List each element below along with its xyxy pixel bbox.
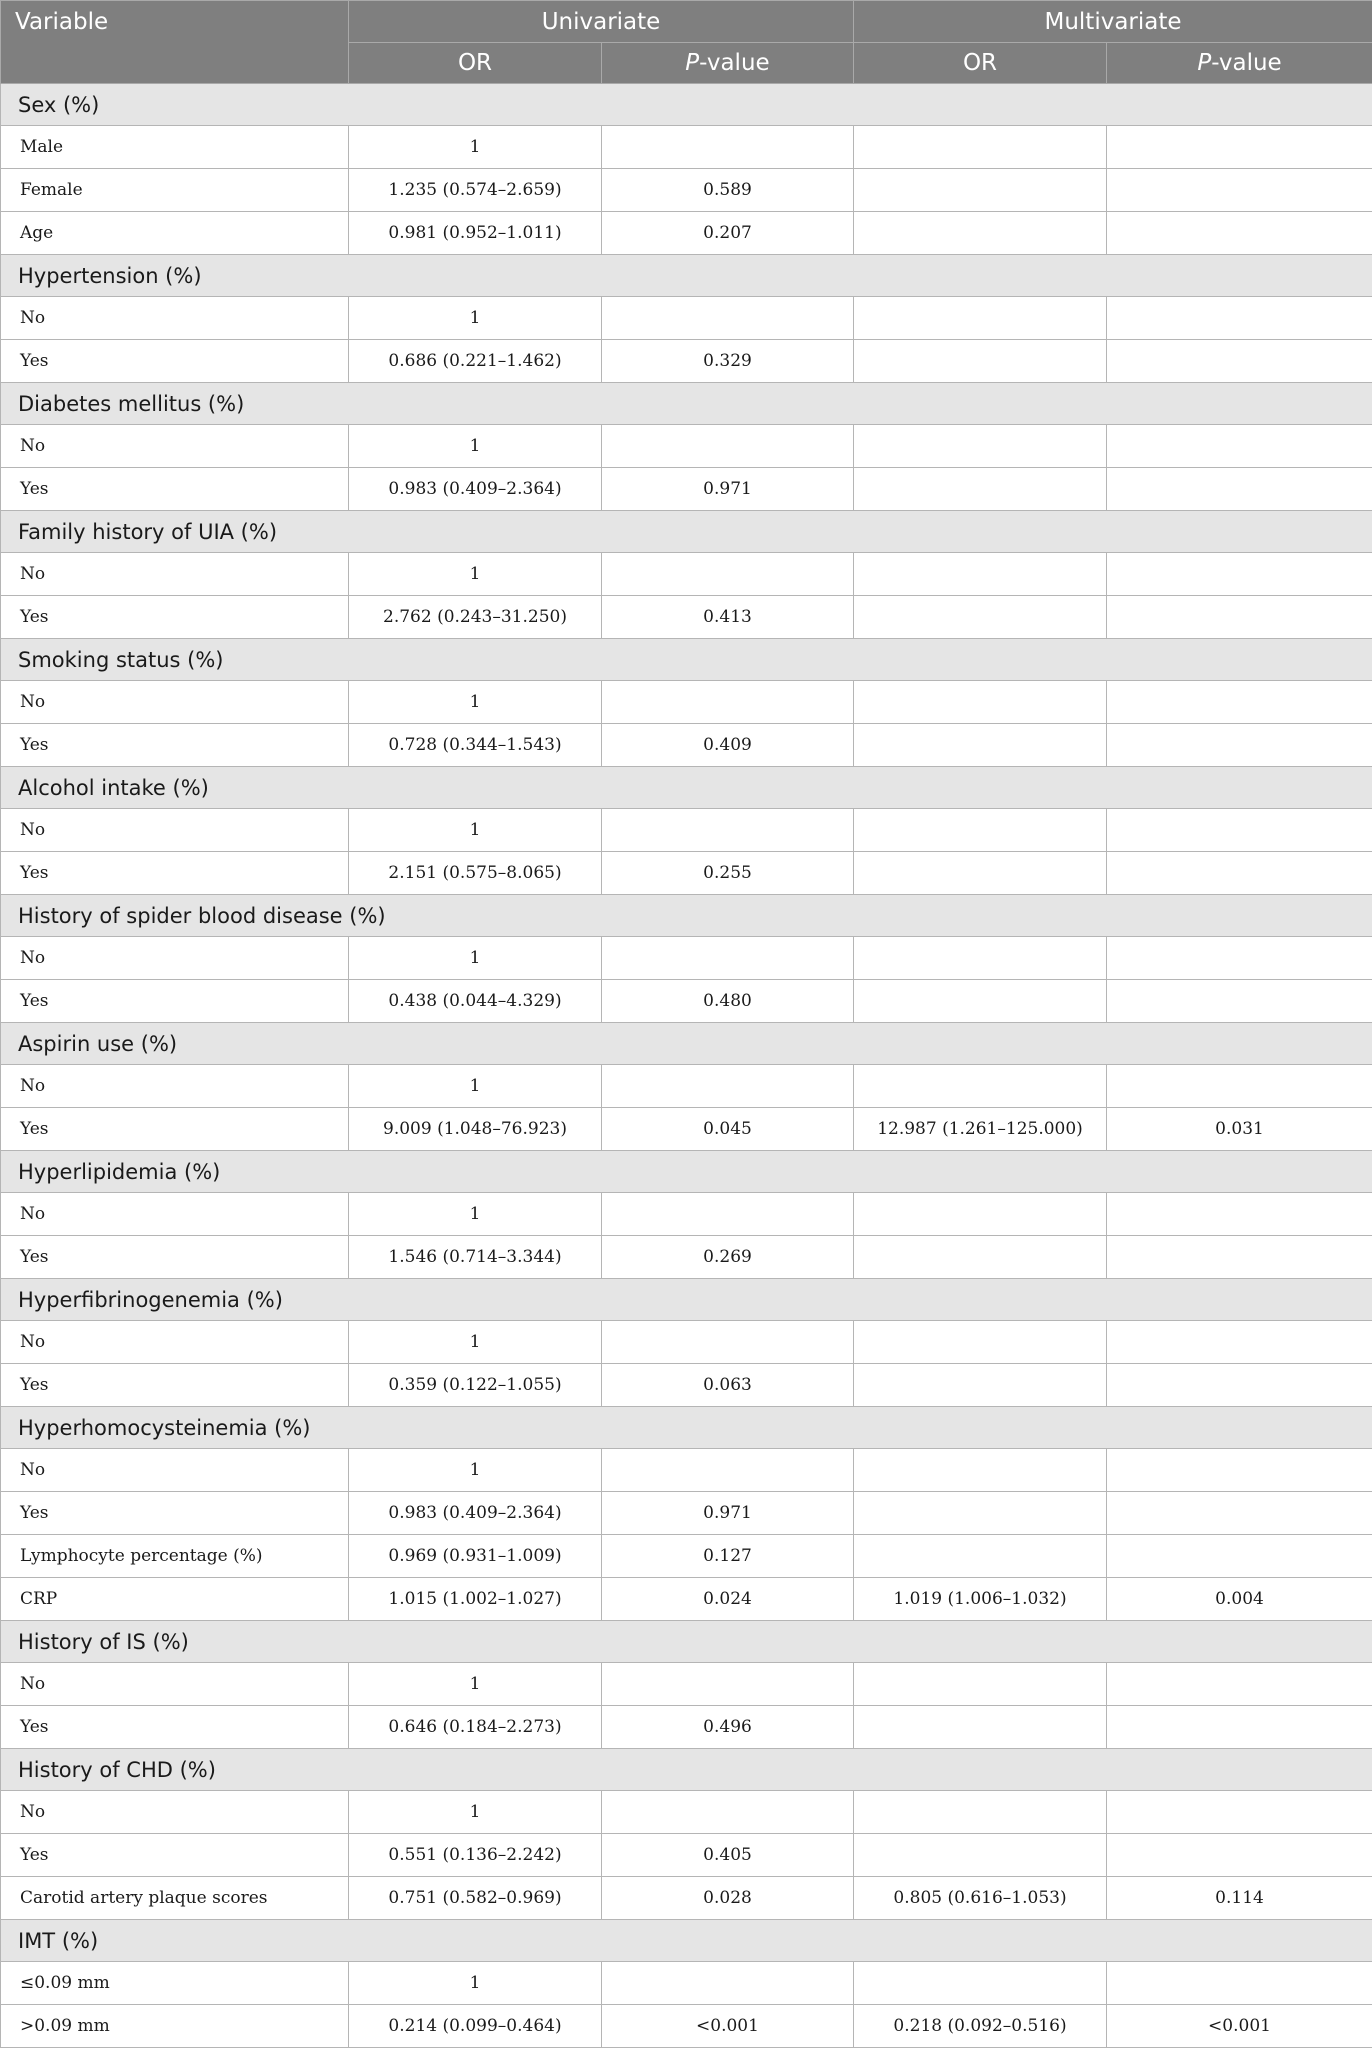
multivariate-pvalue-cell (1107, 596, 1372, 639)
variable-cell: No (1, 809, 349, 852)
section-header-row (1, 1749, 1372, 1791)
table-row (1, 425, 1372, 468)
section-title: IMT (%) (1, 1920, 1372, 1962)
variable-cell: No (1, 1449, 349, 1492)
univariate-pvalue-cell (602, 297, 854, 340)
table-row (1, 681, 1372, 724)
table-row (1, 724, 1372, 767)
multivariate-pvalue-cell (1107, 1321, 1372, 1364)
multivariate-or-cell (854, 724, 1107, 767)
table-row (1, 809, 1372, 852)
variable-cell: Yes (1, 852, 349, 895)
univariate-pvalue-cell: <0.001 (602, 2005, 854, 2048)
section-header-row (1, 1151, 1372, 1193)
univariate-pvalue-cell: 0.496 (602, 1706, 854, 1749)
p-italic: P (1197, 50, 1212, 76)
univariate-pvalue-cell: 0.063 (602, 1364, 854, 1407)
variable-cell: >0.09 mm (1, 2005, 349, 2048)
section-title: Diabetes mellitus (%) (1, 383, 1372, 425)
header-uni-or: OR (349, 43, 602, 84)
variable-cell: No (1, 937, 349, 980)
multivariate-or-cell (854, 212, 1107, 255)
multivariate-or-cell (854, 297, 1107, 340)
multivariate-pvalue-cell (1107, 1535, 1372, 1578)
multivariate-or-cell (854, 1535, 1107, 1578)
multivariate-pvalue-cell (1107, 724, 1372, 767)
header-variable: Variable (1, 1, 349, 84)
univariate-pvalue-cell (602, 1449, 854, 1492)
multivariate-pvalue-cell: 0.031 (1107, 1108, 1372, 1151)
table-body (1, 84, 1372, 2048)
table-row (1, 1364, 1372, 1407)
table-row (1, 340, 1372, 383)
table-row (1, 1962, 1372, 2005)
header-multi-pvalue (1107, 43, 1372, 84)
univariate-or-cell: 1.546 (0.714–3.344) (349, 1236, 602, 1279)
table-row (1, 1065, 1372, 1108)
univariate-or-cell: 9.009 (1.048–76.923) (349, 1108, 602, 1151)
univariate-or-cell: 1 (349, 1321, 602, 1364)
univariate-pvalue-cell (602, 126, 854, 169)
multivariate-pvalue-cell (1107, 1449, 1372, 1492)
table-row (1, 1834, 1372, 1877)
table-row (1, 980, 1372, 1023)
table-row (1, 297, 1372, 340)
variable-cell: Yes (1, 596, 349, 639)
multivariate-or-cell (854, 1449, 1107, 1492)
univariate-pvalue-cell: 0.045 (602, 1108, 854, 1151)
multivariate-or-cell (854, 937, 1107, 980)
variable-cell: Yes (1, 1706, 349, 1749)
table-row (1, 1877, 1372, 1920)
section-title: Hyperlipidemia (%) (1, 1151, 1372, 1193)
univariate-or-cell: 1 (349, 809, 602, 852)
variable-cell: No (1, 1193, 349, 1236)
multivariate-pvalue-cell (1107, 1065, 1372, 1108)
table-row (1, 937, 1372, 980)
header-uni-pvalue (602, 43, 854, 84)
multivariate-pvalue-cell: 0.114 (1107, 1877, 1372, 1920)
multivariate-pvalue-cell (1107, 681, 1372, 724)
multivariate-pvalue-cell (1107, 340, 1372, 383)
univariate-or-cell: 0.981 (0.952–1.011) (349, 212, 602, 255)
variable-cell: No (1, 1663, 349, 1706)
univariate-pvalue-cell: 0.329 (602, 340, 854, 383)
univariate-or-cell: 0.646 (0.184–2.273) (349, 1706, 602, 1749)
section-title: Hyperfibrinogenemia (%) (1, 1279, 1372, 1321)
univariate-or-cell: 0.751 (0.582–0.969) (349, 1877, 602, 1920)
univariate-or-cell: 0.983 (0.409–2.364) (349, 1492, 602, 1535)
multivariate-pvalue-cell (1107, 1663, 1372, 1706)
univariate-pvalue-cell (602, 1321, 854, 1364)
univariate-pvalue-cell (602, 1663, 854, 1706)
multivariate-or-cell (854, 1364, 1107, 1407)
variable-cell: Yes (1, 1236, 349, 1279)
univariate-pvalue-cell (602, 1193, 854, 1236)
univariate-or-cell: 0.551 (0.136–2.242) (349, 1834, 602, 1877)
variable-cell: Yes (1, 724, 349, 767)
univariate-or-cell: 1 (349, 1663, 602, 1706)
section-title: Hypertension (%) (1, 255, 1372, 297)
multivariate-pvalue-cell (1107, 980, 1372, 1023)
multivariate-or-cell (854, 1706, 1107, 1749)
header-univariate: Univariate (349, 1, 854, 43)
table-row (1, 212, 1372, 255)
multivariate-pvalue-cell (1107, 852, 1372, 895)
variable-cell: Yes (1, 1492, 349, 1535)
univariate-pvalue-cell: 0.127 (602, 1535, 854, 1578)
multivariate-pvalue-cell (1107, 1962, 1372, 2005)
section-header-row (1, 84, 1372, 126)
multivariate-pvalue-cell (1107, 809, 1372, 852)
section-title: Sex (%) (1, 84, 1372, 126)
multivariate-or-cell (854, 425, 1107, 468)
multivariate-pvalue-cell (1107, 937, 1372, 980)
univariate-or-cell: 0.969 (0.931–1.009) (349, 1535, 602, 1578)
univariate-pvalue-cell: 0.255 (602, 852, 854, 895)
multivariate-or-cell (854, 809, 1107, 852)
multivariate-or-cell: 12.987 (1.261–125.000) (854, 1108, 1107, 1151)
univariate-pvalue-cell (602, 681, 854, 724)
multivariate-pvalue-cell (1107, 1236, 1372, 1279)
multivariate-pvalue-cell (1107, 1791, 1372, 1834)
table-row (1, 1193, 1372, 1236)
table-row (1, 1535, 1372, 1578)
univariate-or-cell: 1 (349, 937, 602, 980)
multivariate-or-cell (854, 553, 1107, 596)
section-header-row (1, 639, 1372, 681)
multivariate-or-cell (854, 1492, 1107, 1535)
table-header (1, 1, 1372, 84)
multivariate-pvalue-cell (1107, 1193, 1372, 1236)
univariate-or-cell: 1 (349, 297, 602, 340)
section-title: Hyperhomocysteinemia (%) (1, 1407, 1372, 1449)
variable-cell: No (1, 297, 349, 340)
section-header-row (1, 1023, 1372, 1065)
univariate-pvalue-cell: 0.269 (602, 1236, 854, 1279)
section-title: Aspirin use (%) (1, 1023, 1372, 1065)
section-title: Smoking status (%) (1, 639, 1372, 681)
pvalue-suffix: -value (699, 50, 770, 76)
univariate-or-cell: 2.762 (0.243–31.250) (349, 596, 602, 639)
variable-cell: ≤0.09 mm (1, 1962, 349, 2005)
univariate-or-cell: 0.214 (0.099–0.464) (349, 2005, 602, 2048)
multivariate-or-cell (854, 1791, 1107, 1834)
multivariate-or-cell (854, 1236, 1107, 1279)
variable-cell: No (1, 681, 349, 724)
univariate-pvalue-cell: 0.971 (602, 468, 854, 511)
univariate-or-cell: 1 (349, 1962, 602, 2005)
variable-cell: No (1, 553, 349, 596)
univariate-or-cell: 1 (349, 553, 602, 596)
section-header-row (1, 767, 1372, 809)
univariate-pvalue-cell: 0.028 (602, 1877, 854, 1920)
section-header-row (1, 383, 1372, 425)
table-row (1, 169, 1372, 212)
multivariate-or-cell (854, 1834, 1107, 1877)
univariate-or-cell: 1 (349, 1791, 602, 1834)
table-row (1, 1449, 1372, 1492)
table-row (1, 553, 1372, 596)
multivariate-pvalue-cell (1107, 553, 1372, 596)
table-row (1, 126, 1372, 169)
univariate-or-cell: 1 (349, 1065, 602, 1108)
multivariate-pvalue-cell (1107, 468, 1372, 511)
multivariate-or-cell (854, 169, 1107, 212)
univariate-pvalue-cell: 0.207 (602, 212, 854, 255)
univariate-pvalue-cell (602, 809, 854, 852)
univariate-pvalue-cell: 0.480 (602, 980, 854, 1023)
table-row (1, 1236, 1372, 1279)
multivariate-or-cell (854, 126, 1107, 169)
univariate-or-cell: 2.151 (0.575–8.065) (349, 852, 602, 895)
section-title: History of IS (%) (1, 1621, 1372, 1663)
multivariate-pvalue-cell: <0.001 (1107, 2005, 1372, 2048)
univariate-pvalue-cell: 0.413 (602, 596, 854, 639)
univariate-pvalue-cell: 0.409 (602, 724, 854, 767)
univariate-or-cell: 1 (349, 1193, 602, 1236)
section-header-row (1, 1279, 1372, 1321)
multivariate-pvalue-cell (1107, 425, 1372, 468)
univariate-or-cell: 1 (349, 681, 602, 724)
univariate-pvalue-cell (602, 1791, 854, 1834)
table-row (1, 1791, 1372, 1834)
univariate-pvalue-cell (602, 1962, 854, 2005)
variable-cell: Lymphocyte percentage (%) (1, 1535, 349, 1578)
univariate-or-cell: 0.686 (0.221–1.462) (349, 340, 602, 383)
multivariate-or-cell (854, 1321, 1107, 1364)
multivariate-or-cell (854, 468, 1107, 511)
variable-cell: No (1, 1791, 349, 1834)
multivariate-or-cell (854, 340, 1107, 383)
variable-cell: CRP (1, 1578, 349, 1621)
header-multivariate: Multivariate (854, 1, 1372, 43)
multivariate-pvalue-cell (1107, 1492, 1372, 1535)
univariate-pvalue-cell (602, 425, 854, 468)
header-multi-or: OR (854, 43, 1107, 84)
multivariate-or-cell (854, 1065, 1107, 1108)
table-row (1, 852, 1372, 895)
univariate-pvalue-cell: 0.405 (602, 1834, 854, 1877)
univariate-or-cell: 0.983 (0.409–2.364) (349, 468, 602, 511)
section-header-row (1, 511, 1372, 553)
multivariate-or-cell (854, 681, 1107, 724)
variable-cell: Female (1, 169, 349, 212)
variable-cell: Yes (1, 980, 349, 1023)
section-header-row (1, 1621, 1372, 1663)
table-row (1, 596, 1372, 639)
variable-cell: No (1, 1065, 349, 1108)
variable-cell: Yes (1, 1834, 349, 1877)
multivariate-pvalue-cell (1107, 126, 1372, 169)
univariate-or-cell: 1 (349, 425, 602, 468)
univariate-or-cell: 1 (349, 1449, 602, 1492)
variable-cell: Carotid artery plaque scores (1, 1877, 349, 1920)
pvalue-suffix: -value (1211, 50, 1282, 76)
multivariate-or-cell (854, 852, 1107, 895)
variable-cell: Yes (1, 468, 349, 511)
univariate-or-cell: 0.359 (0.122–1.055) (349, 1364, 602, 1407)
multivariate-pvalue-cell (1107, 212, 1372, 255)
univariate-or-cell: 1.015 (1.002–1.027) (349, 1578, 602, 1621)
variable-cell: Yes (1, 1108, 349, 1151)
table-row (1, 1663, 1372, 1706)
table-row (1, 1578, 1372, 1621)
multivariate-pvalue-cell (1107, 1834, 1372, 1877)
table-row (1, 1706, 1372, 1749)
multivariate-pvalue-cell (1107, 1364, 1372, 1407)
univariate-pvalue-cell (602, 1065, 854, 1108)
variable-cell: Male (1, 126, 349, 169)
variable-cell: Age (1, 212, 349, 255)
multivariate-pvalue-cell (1107, 1706, 1372, 1749)
multivariate-or-cell: 1.019 (1.006–1.032) (854, 1578, 1107, 1621)
multivariate-pvalue-cell (1107, 297, 1372, 340)
table-row (1, 2005, 1372, 2048)
variable-cell: Yes (1, 340, 349, 383)
univariate-pvalue-cell: 0.024 (602, 1578, 854, 1621)
multivariate-or-cell: 0.805 (0.616–1.053) (854, 1877, 1107, 1920)
section-title: Family history of UIA (%) (1, 511, 1372, 553)
multivariate-or-cell (854, 1962, 1107, 2005)
variable-cell: Yes (1, 1364, 349, 1407)
table-row (1, 1108, 1372, 1151)
section-title: History of spider blood disease (%) (1, 895, 1372, 937)
section-header-row (1, 895, 1372, 937)
univariate-pvalue-cell: 0.589 (602, 169, 854, 212)
univariate-pvalue-cell (602, 937, 854, 980)
table-row (1, 1492, 1372, 1535)
variable-cell: No (1, 1321, 349, 1364)
multivariate-pvalue-cell (1107, 169, 1372, 212)
multivariate-or-cell (854, 1193, 1107, 1236)
section-header-row (1, 255, 1372, 297)
section-title: History of CHD (%) (1, 1749, 1372, 1791)
univariate-or-cell: 1.235 (0.574–2.659) (349, 169, 602, 212)
univariate-or-cell: 0.438 (0.044–4.329) (349, 980, 602, 1023)
p-italic: P (685, 50, 700, 76)
section-title: Alcohol intake (%) (1, 767, 1372, 809)
section-header-row (1, 1920, 1372, 1962)
variable-cell: No (1, 425, 349, 468)
univariate-or-cell: 0.728 (0.344–1.543) (349, 724, 602, 767)
univariate-pvalue-cell: 0.971 (602, 1492, 854, 1535)
multivariate-or-cell (854, 596, 1107, 639)
multivariate-or-cell: 0.218 (0.092–0.516) (854, 2005, 1107, 2048)
table-row (1, 1321, 1372, 1364)
multivariate-or-cell (854, 1663, 1107, 1706)
table-row (1, 468, 1372, 511)
univariate-or-cell: 1 (349, 126, 602, 169)
section-header-row (1, 1407, 1372, 1449)
multivariate-or-cell (854, 980, 1107, 1023)
univariate-pvalue-cell (602, 553, 854, 596)
multivariate-pvalue-cell: 0.004 (1107, 1578, 1372, 1621)
